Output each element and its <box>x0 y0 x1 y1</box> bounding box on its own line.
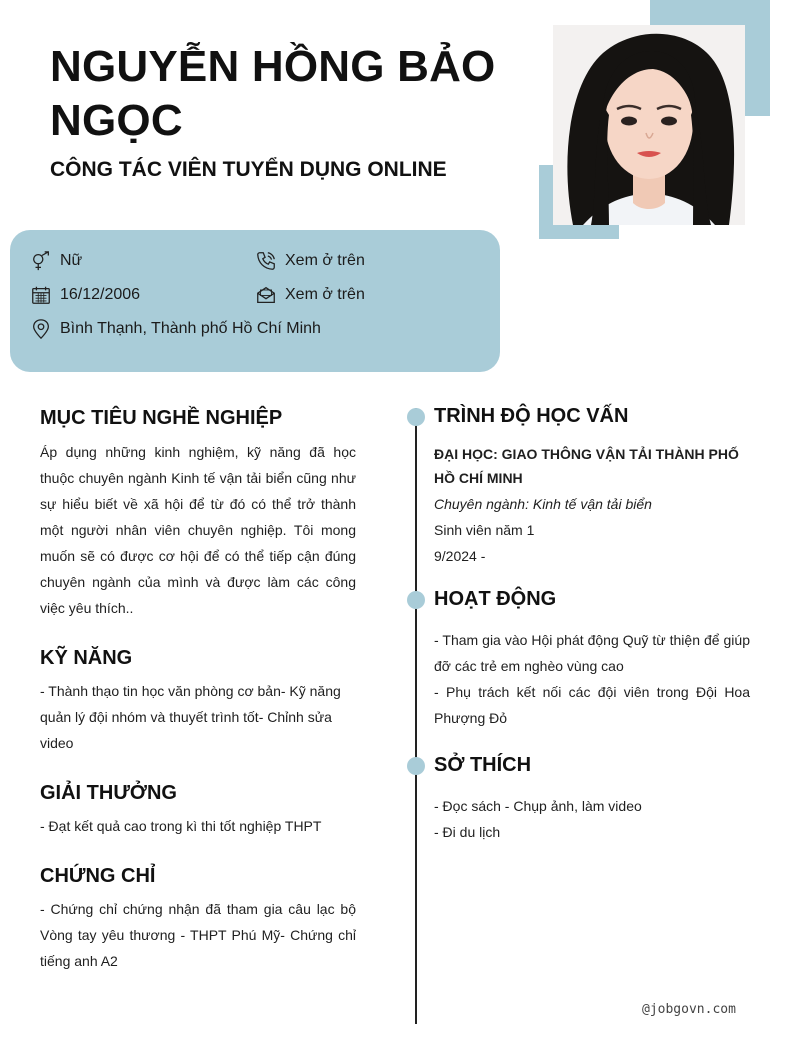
timeline-dot-activities <box>407 591 425 609</box>
certificates-text: - Chứng chỉ chứng nhận đã tham gia câu lạc bộ Vòng tay yêu thương - THPT Phú Mỹ- Chứng chỉ tiếng anh A2 <box>40 901 356 969</box>
gender-text: Nữ <box>60 252 83 269</box>
activity-item: - Tham gia vào Hội phát động Quỹ từ thiện để giúp đỡ các trẻ em nghèo vùng cao <box>434 632 750 674</box>
watermark: @jobgovn.com <box>642 1002 736 1017</box>
objective-title: MỤC TIÊU NGHỀ NGHIỆP <box>40 407 283 429</box>
calendar-icon <box>30 284 52 306</box>
job-title: CÔNG TÁC VIÊN TUYỂN DỤNG ONLINE <box>50 158 447 181</box>
activity-item: - Phụ trách kết nối các đội viên trong Đội Hoa Phượng Đỏ <box>434 684 750 726</box>
timeline-line <box>415 408 417 1024</box>
address-text: Bình Thạnh, Thành phố Hồ Chí Minh <box>60 320 321 337</box>
contact-email <box>255 284 365 306</box>
activities-title: HOẠT ĐỘNG <box>434 588 557 610</box>
objective-text: Áp dụng những kinh nghiệm, kỹ năng đã học thuộc chuyên ngành Kinh tế vận tải biển cũng như sự hiểu biết về xã hội để từ đó có thể trở thành một người nhân viên chuyên nghiệp. Tôi mong muốn sẽ có được cơ hội để có thể tiếp cận đúng chuyên ngành của mình và được làm các công việc yêu thích.. <box>40 444 356 616</box>
education-title: TRÌNH ĐỘ HỌC VẤN <box>434 405 629 427</box>
contact-birthday <box>30 284 140 306</box>
skills-title: KỸ NĂNG <box>40 647 133 669</box>
contact-phone <box>255 250 365 272</box>
email-text: Xem ở trên <box>285 286 365 303</box>
contact-info-box <box>10 230 500 372</box>
awards-title: GIẢI THƯỞNG <box>40 782 177 804</box>
contact-address <box>30 318 321 340</box>
candidate-name: NGUYỄN HỒNG BẢO NGỌC <box>50 42 496 145</box>
hobbies-block <box>434 793 750 845</box>
timeline-dot-hobbies <box>407 757 425 775</box>
education-period: 9/2024 - <box>434 548 486 564</box>
phone-text: Xem ở trên <box>285 252 365 269</box>
location-icon <box>30 318 52 340</box>
email-icon <box>255 284 277 306</box>
education-major: Chuyên ngành: Kinh tế vận tải biển <box>434 496 652 512</box>
awards-text: - Đạt kết quả cao trong kì thi tốt nghiệp THPT <box>40 818 322 834</box>
activities-block <box>434 627 750 731</box>
education-school: ĐẠI HỌC: GIAO THÔNG VẬN TẢI THÀNH PHỐ HỒ CHÍ MINH <box>434 446 739 486</box>
phone-icon <box>255 250 277 272</box>
profile-photo <box>553 25 745 225</box>
education-year: Sinh viên năm 1 <box>434 522 535 538</box>
hobby-item: - Đọc sách - Chụp ảnh, làm video <box>434 798 642 814</box>
contact-gender <box>30 250 82 272</box>
hobby-item: - Đi du lịch <box>434 824 501 840</box>
gender-icon <box>30 250 52 272</box>
timeline-dot-education <box>407 408 425 426</box>
certificates-title: CHỨNG CHỈ <box>40 865 156 887</box>
hobbies-title: SỞ THÍCH <box>434 754 532 776</box>
birthday-text: 16/12/2006 <box>60 286 141 303</box>
skills-text: - Thành thạo tin học văn phòng cơ bản- Kỹ năng quản lý đội nhóm và thuyết trình tốt- Chỉnh sửa video <box>40 683 341 751</box>
education-block <box>434 442 750 569</box>
